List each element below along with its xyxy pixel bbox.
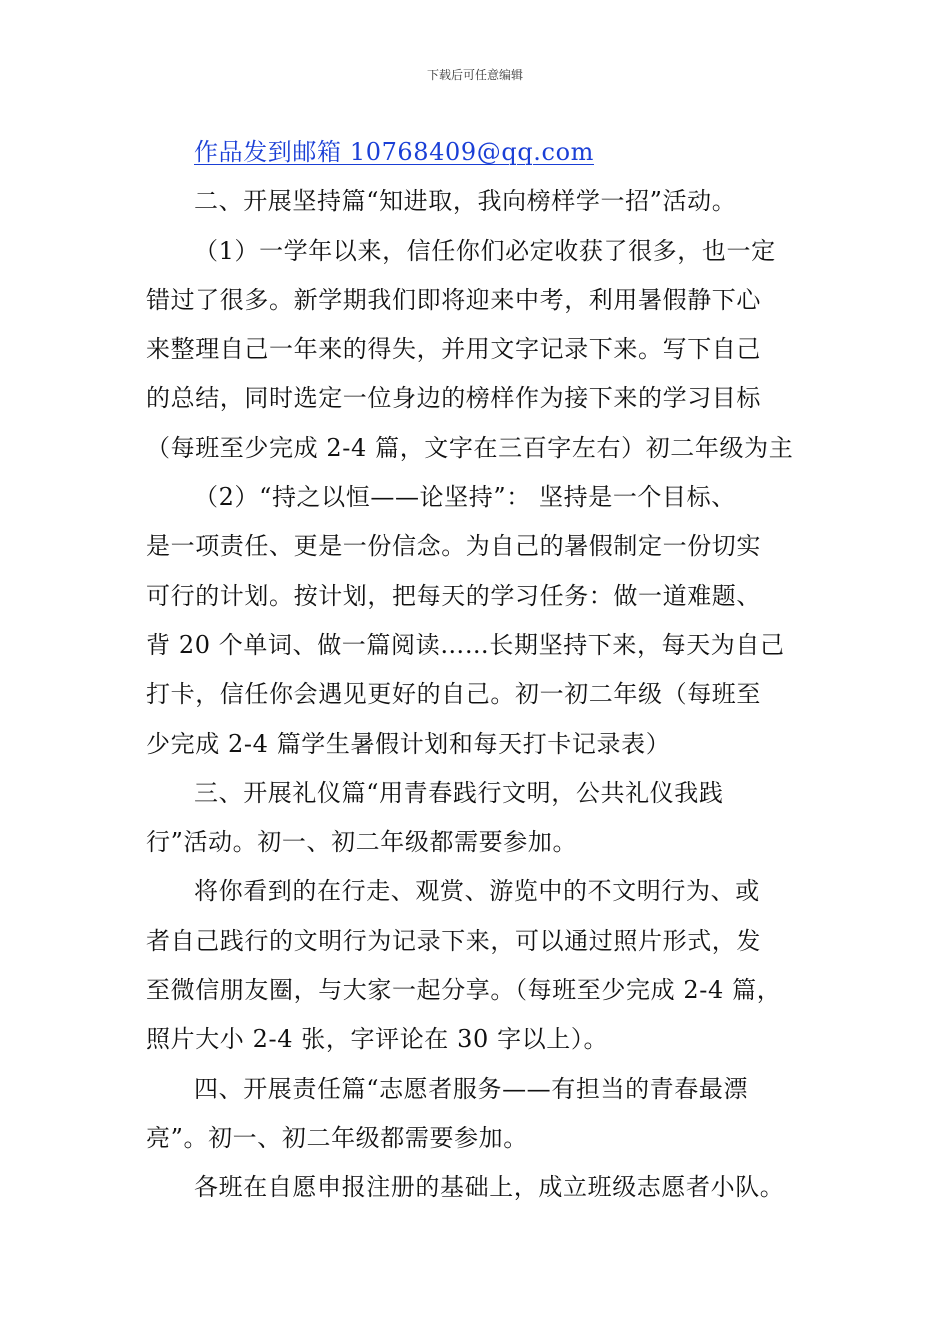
text-line: 亮”。初一、初二年级都需要参加。 (146, 1123, 528, 1152)
text-line: 照片大小 2-4 张，字评论在 30 字以上）。 (146, 1025, 609, 1054)
text-line: 来整理自己一年来的得失，并用文字记录下来。写下自己 (146, 335, 761, 364)
document-body (146, 128, 816, 1213)
text-line: 可行的计划。按计划，把每天的学习任务：做一道难题、 (146, 581, 761, 610)
text-line: 三、开展礼仪篇“用青春践行文明，公共礼仪我践 (194, 778, 724, 807)
text-line: （每班至少完成 2-4 篇，文字在三百字左右）初二年级为主 (146, 433, 794, 462)
text-line: 四、开展责任篇“志愿者服务——有担当的青春最漂 (194, 1074, 749, 1103)
text-line: 者自己践行的文明行为记录下来，可以通过照片形式，发 (146, 926, 761, 955)
text-line: 行”活动。初一、初二年级都需要参加。 (146, 828, 578, 857)
text-line: 打卡，信任你会遇见更好的自己。初一初二年级（每班至 (146, 680, 761, 709)
text-line: 的总结，同时选定一位身边的榜样作为接下来的学习目标 (146, 384, 761, 413)
text-line: （1）一学年以来，信任你们必定收获了很多，也一定 (194, 236, 776, 265)
text-line: 背 20 个单词、做一篇阅读……长期坚持下来，每天为自己 (146, 630, 785, 659)
page-header-note: 下载后可任意编辑 (426, 68, 523, 82)
text-line: 少完成 2-4 篇学生暑假计划和每天打卡记录表） (146, 729, 671, 758)
text-line: （2）“持之以恒——论坚持”： 坚持是一个目标、 (194, 483, 736, 512)
text-line: 将你看到的在行走、观赏、游览中的不文明行为、或 (194, 877, 760, 906)
text-line: 二、开展坚持篇“知进取，我向榜样学一招”活动。 (194, 187, 737, 216)
email-link[interactable]: 作品发到邮箱 10768409@qq.com (194, 138, 594, 166)
text-line: 是一项责任、更是一份信念。为自己的暑假制定一份切实 (146, 532, 761, 561)
text-line (146, 128, 816, 177)
text-line: 至微信朋友圈，与大家一起分享。（每班至少完成 2-4 篇， (146, 976, 782, 1005)
text-line: 错过了很多。新学期我们即将迎来中考，利用暑假静下心 (146, 285, 761, 314)
text-line: 各班在自愿申报注册的基础上，成立班级志愿者小队。 (194, 1173, 785, 1202)
